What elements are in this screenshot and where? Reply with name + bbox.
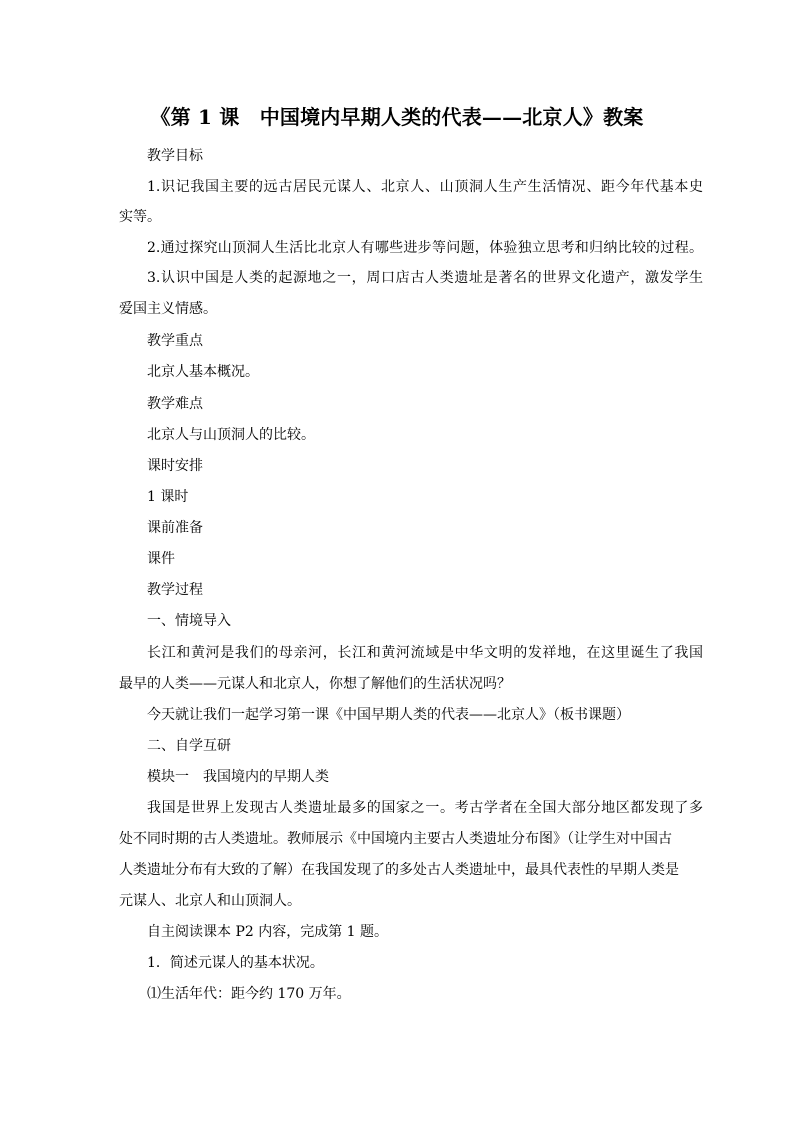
intro-paragraph-line-1: 长江和黄河是我们的母亲河，长江和黄河流域是中华文明的发祥地，在这里诞生了我国 xyxy=(147,645,703,661)
heading-teaching-goals: 教学目标 xyxy=(147,148,203,164)
section-2-heading: 二、自学互研 xyxy=(147,738,231,754)
heading-key-points: 教学重点 xyxy=(147,333,203,349)
question-1-item-1: ⑴生活年代：距今约 170 万年。 xyxy=(147,986,351,1002)
module-1-heading: 模块一 我国境内的早期人类 xyxy=(147,769,329,785)
intro-paragraph-line-2: 最早的人类——元谋人和北京人，你想了解他们的生活状况吗？ xyxy=(119,676,511,692)
document-title: 《第 1 课 中国境内早期人类的代表——北京人》教案 xyxy=(150,105,644,129)
module-1-paragraph-line-1: 我国是世界上发现古人类遗址最多的国家之一。考古学者在全国大部分地区都发现了多 xyxy=(147,800,703,816)
question-1: 1．简述元谋人的基本状况。 xyxy=(147,955,324,971)
module-1-paragraph-line-3: 人类遗址分布有大致的了解）在我国发现了的多处古人类遗址中，最具代表性的早期人类是 xyxy=(119,862,679,878)
heading-preparation: 课前准备 xyxy=(147,520,203,536)
section-1-heading: 一、情境导入 xyxy=(147,613,231,629)
goal-1-line-2: 实等。 xyxy=(119,209,161,225)
heading-schedule: 课时安排 xyxy=(147,458,203,474)
lesson-topic-line: 今天就让我们一起学习第一课《中国早期人类的代表——北京人》（板书课题） xyxy=(147,707,630,723)
module-1-paragraph-line-2: 处不同时期的古人类遗址。教师展示《中国境内主要古人类遗址分布图》（让学生对中国古 xyxy=(119,831,672,847)
heading-difficulties: 教学难点 xyxy=(147,396,203,412)
goal-1-line-1: 1.识记我国主要的远古居民元谋人、北京人、山顶洞人生产生活情况、距今年代基本史 xyxy=(147,179,703,195)
heading-process: 教学过程 xyxy=(147,582,203,598)
module-1-paragraph-line-4: 元谋人、北京人和山顶洞人。 xyxy=(119,893,301,909)
preparation-text: 课件 xyxy=(147,551,175,567)
goal-2: 2.通过探究山顶洞人生活比北京人有哪些进步等问题，体验独立思考和归纳比较的过程。 xyxy=(147,240,703,256)
schedule-text: 1 课时 xyxy=(147,489,189,505)
reading-instruction: 自主阅读课本 P2 内容，完成第 1 题。 xyxy=(147,924,389,940)
goal-3-line-2: 爱国主义情感。 xyxy=(119,301,217,317)
goal-3-line-1: 3.认识中国是人类的起源地之一，周口店古人类遗址是著名的世界文化遗产，激发学生 xyxy=(147,270,703,286)
difficulties-text: 北京人与山顶洞人的比较。 xyxy=(147,427,315,443)
key-points-text: 北京人基本概况。 xyxy=(147,364,259,380)
